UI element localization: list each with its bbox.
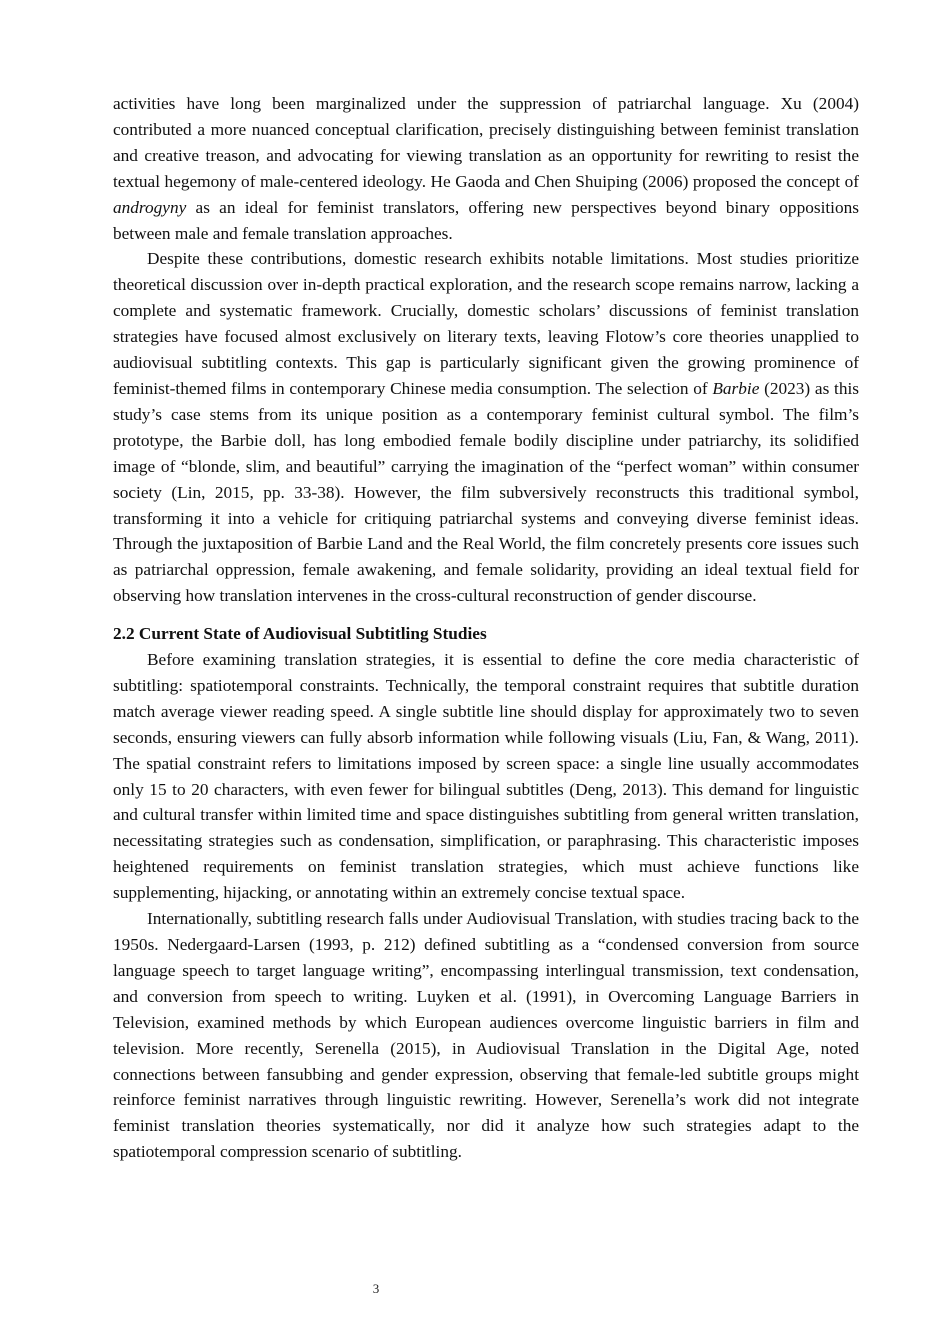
paragraph-text: activities have long been marginalized under the suppression of patriarchal language. Xu (2004) contributed a more nuanced conceptual clarification, precisely distinguishing between feminist translation and creative treason, and advocating for viewing translation as an opportunity for rewriting to resist the textual hegemony of male-centered ideology. He Gaoda and Chen Shuiping (2006) proposed the concept of — [113, 94, 859, 191]
paragraph-text: as an ideal for feminist translators, offering new perspectives beyond binary oppositions between male and female translation approaches. — [113, 197, 859, 243]
paragraph-limitations — [113, 246, 859, 609]
paragraph-international: Internationally, subtitling research falls under Audiovisual Translation, with studies tracing back to the 1950s. Nedergaard-Larsen (1993, p. 212) defined subtitling as a “condensed conversion from source language speech to target language writing”, encompassing interlingual transmission, text condensation, and conversion from speech to writing. Luyken et al. (1991), in Overcoming Language Barriers in Television, examined methods by which European audiences overcome linguistic barriers in film and television. More recently, Serenella (2015), in Audiovisual Translation in the Digital Age, noted connections between fansubbing and gender expression, observing that female-led subtitle groups might reinforce feminist narratives through linguistic rewriting. However, Serenella’s work did not integrate feminist translation theories systematically, nor did it analyze how such strategies adapt to the spatiotemporal compression scenario of subtitling. — [113, 909, 859, 1162]
page-number: 3 — [372, 1281, 380, 1296]
italic-term: androgyny — [113, 197, 187, 217]
italic-film-title: Barbie — [712, 378, 760, 398]
section-heading: 2.2 Current State of Audiovisual Subtitling Studies — [113, 624, 487, 644]
paragraph-text: Despite these contributions, domestic research exhibits notable limitations. Most studies prioritize theoretical discussion over in-depth practical exploration, and the research scope remains narrow, lacking a complete and systematic framework. Crucially, domestic scholars’ discussions of feminist translation strategies have focused almost exclusively on literary texts, leaving Flotow’s core theories unapplied to audiovisual subtitling contexts. This gap is particularly significant given the growing prominence of feminist-themed films in contemporary Chinese media consumption. The selection of — [113, 249, 859, 398]
paragraph-text: (2023) as this study’s case stems from its unique position as a contemporary feminist cultural symbol. The film’s prototype, the Barbie doll, has long embodied female bodily discipline under patriarchy, its solidified image of “blonde, slim, and beautiful” carrying the imagination of the “perfect woman” within consumer society (Lin, 2015, pp. 33-38). However, the film subversively reconstructs this traditional symbol, transforming it into a vehicle for critiquing patriarchal systems and conveying diverse feminist ideas. Through the juxtaposition of Barbie Land and the Real World, the film concretely presents core issues such as patriarchal oppression, female awakening, and female solidarity, providing an ideal textual field for observing how translation intervenes in the cross-cultural reconstruction of gender discourse. — [113, 378, 859, 606]
paragraph-continued — [113, 91, 859, 246]
page-body — [113, 91, 859, 1165]
paragraph-constraints: Before examining translation strategies, it is essential to define the core media characteristic of subtitling: spatiotemporal constraints. Technically, the temporal constraint requires that subtitle duration match average viewer reading speed. A single subtitle line should display for approximately two to seven seconds, ensuring viewers can fully absorb information while following visuals (Liu, Fan, & Wang, 2011). The spatial constraint refers to limitations imposed by screen space: a single line usually accommodates only 15 to 20 characters, with even fewer for bilingual subtitles (Deng, 2013). This demand for linguistic and cultural transfer within limited time and space distinguishes subtitling from general written translation, necessitating strategies such as condensation, simplification, or paraphrasing. This characteristic imposes heightened requirements on feminist translation strategies, which must achieve functions like supplementing, hijacking, or annotating within an extremely concise textual space. — [113, 650, 859, 903]
